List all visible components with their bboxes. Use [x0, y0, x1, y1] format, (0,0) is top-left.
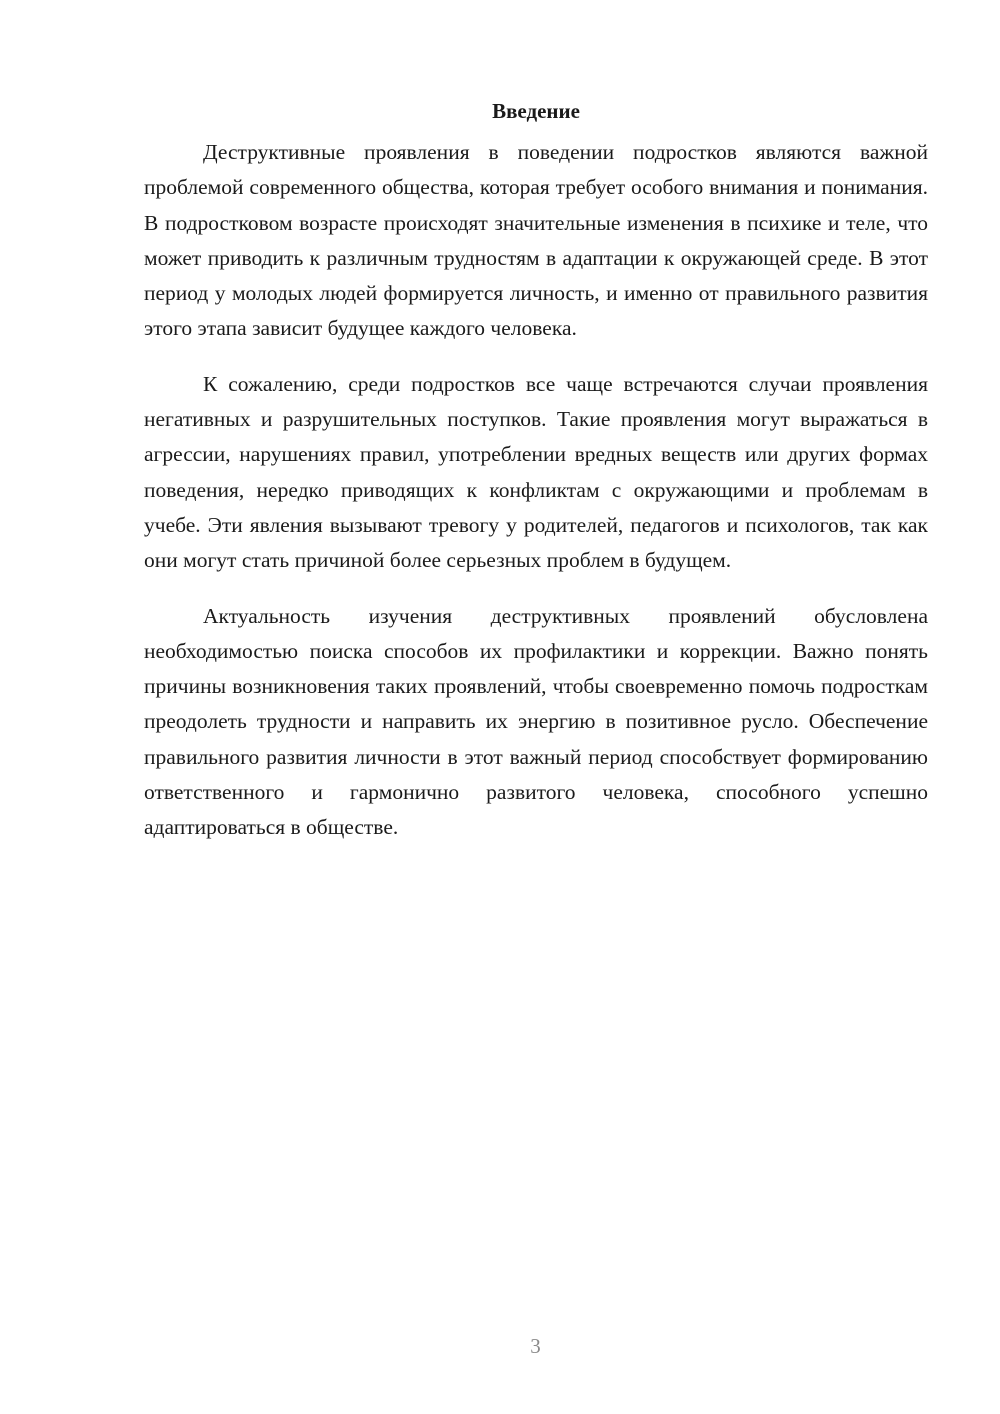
page-body	[144, 96, 928, 846]
paragraph-3: Актуальность изучения деструктивных проявлений обусловлена необходимостью поиска способов их профилактики и коррекции. Важно понять причины возникновения таких проявлений, чтобы своевременно помочь подросткам преодолеть трудности и направить их энергию в позитивное русло. Обеспечение правильного развития личности в этот важный период способствует формированию ответственного и гармонично развитого человека, способного успешно адаптироваться в обществе.	[144, 603, 928, 840]
page-number: 3	[530, 1334, 541, 1358]
paragraph-2: К сожалению, среди подростков все чаще встречаются случаи проявления негативных и разрушительных поступков. Такие проявления могут выражаться в агрессии, нарушениях правил, употреблении вредных веществ или других формах поведения, нередко приводящих к конфликтам с окружающими и проблемам в учебе. Эти явления вызывают тревогу у родителей, педагогов и психологов, так как они могут стать причиной более серьезных проблем в будущем.	[144, 371, 928, 573]
paragraph-1: Деструктивные проявления в поведении подростков являются важной проблемой современного общества, которая требует особого внимания и понимания. В подростковом возрасте происходят значительные изменения в психике и теле, что может приводить к различным трудностям в адаптации к окружающей среде. В этот период у молодых людей формируется личность, и именно от правильного развития этого этапа зависит будущее каждого человека.	[144, 140, 928, 341]
page-title: Введение	[492, 99, 580, 123]
